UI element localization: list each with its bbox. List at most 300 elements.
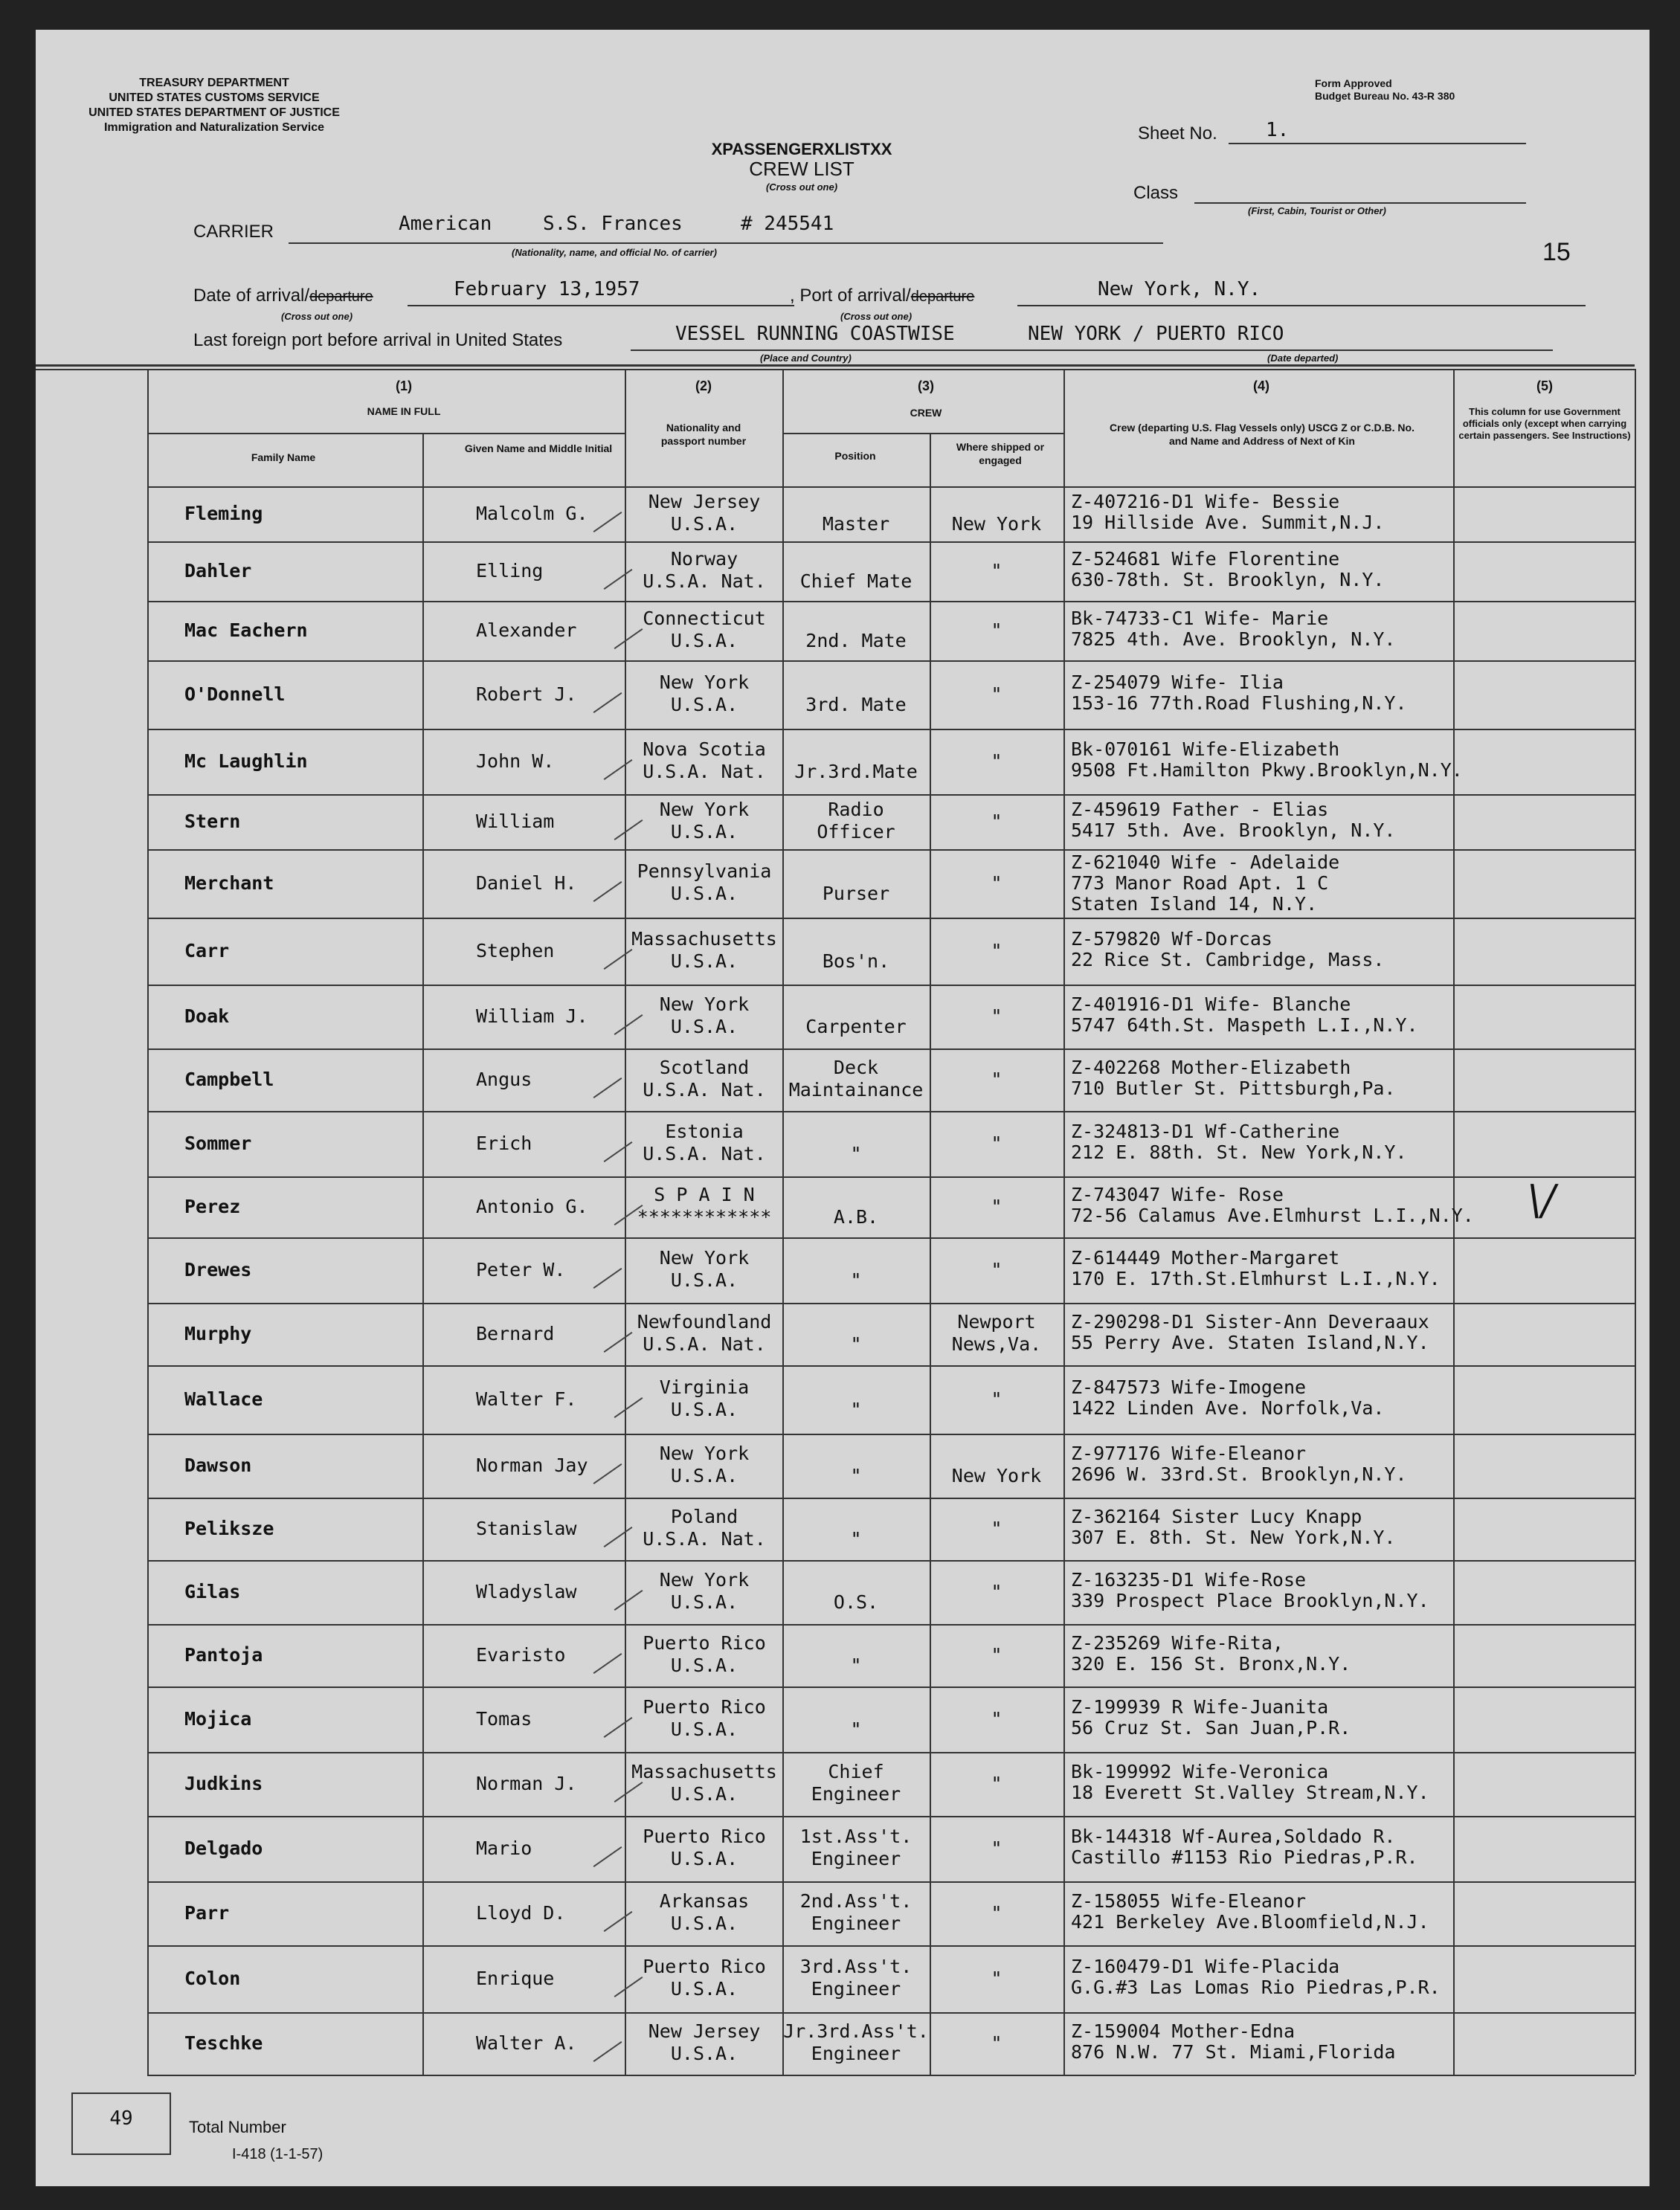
shipped: " bbox=[991, 1968, 1002, 1989]
next-of-kin-line1: Z-160479-D1 Wife-Placida bbox=[1071, 1956, 1340, 1977]
carrier-official-no: # 245541 bbox=[741, 213, 834, 235]
shipped: " bbox=[991, 1259, 1002, 1280]
next-of-kin-line2: 710 Butler St. Pittsburgh,Pa. bbox=[1071, 1077, 1396, 1099]
given-name: Walter A. bbox=[476, 2032, 577, 2054]
total-box bbox=[71, 2093, 171, 2155]
position: " bbox=[850, 1465, 862, 1486]
next-of-kin-line1: Z-362164 Sister Lucy Knapp bbox=[1071, 1506, 1362, 1527]
given-name: Bernard bbox=[476, 1323, 555, 1344]
next-of-kin-line3: Staten Island 14, N.Y. bbox=[1071, 893, 1318, 915]
nationality-line1: New York bbox=[659, 671, 750, 693]
given-name: Norman J. bbox=[476, 1773, 577, 1794]
grid-subheader-line bbox=[147, 433, 625, 434]
grid-row-line bbox=[147, 660, 1635, 662]
family-name: Campbell bbox=[184, 1069, 274, 1090]
nationality-line1: Puerto Rico bbox=[643, 1632, 766, 1654]
check-tick-icon bbox=[593, 1653, 622, 1674]
shipped: New York bbox=[951, 513, 1042, 535]
crew-list-title: CREW LIST bbox=[749, 158, 855, 180]
family-name: Mojica bbox=[184, 1708, 252, 1730]
next-of-kin-line1: Z-977176 Wife-Eleanor bbox=[1071, 1443, 1307, 1464]
port-arrival-label bbox=[790, 286, 974, 306]
position: " bbox=[850, 1333, 862, 1355]
agency-line-justice: UNITED STATES DEPARTMENT OF JUSTICE bbox=[88, 106, 340, 119]
agency-line-ins: Immigration and Naturalization Service bbox=[103, 121, 325, 134]
next-of-kin-line1: Z-199939 R Wife-Juanita bbox=[1071, 1696, 1329, 1718]
col3-title: CREW bbox=[910, 407, 942, 419]
position: " bbox=[850, 1528, 862, 1550]
date-arrival-text: Date of arrival/ bbox=[193, 286, 310, 306]
date-arrival-label bbox=[193, 286, 373, 306]
position-line2: Engineer bbox=[811, 2043, 901, 2064]
col5-title: This column for use Government officials only (except when carrying certain passengers. See Instructions) bbox=[1458, 406, 1631, 441]
position: 2nd. Mate bbox=[805, 630, 907, 651]
nationality-line2: U.S.A. bbox=[670, 1783, 738, 1805]
nationality-line2: U.S.A. bbox=[670, 1399, 738, 1420]
position-line1: Jr.3rd.Ass't. bbox=[783, 2020, 929, 2042]
carrier-name: S.S. Frances bbox=[543, 213, 683, 235]
next-of-kin-line2: 5417 5th. Ave. Brooklyn, N.Y. bbox=[1071, 819, 1396, 841]
next-of-kin-line2: 307 E. 8th. St. New York,N.Y. bbox=[1071, 1527, 1396, 1548]
last-port-underline bbox=[631, 349, 1553, 351]
nationality-line1: Arkansas bbox=[659, 1890, 750, 1912]
budget-bureau-line: Budget Bureau No. 43-R 380 bbox=[1315, 90, 1455, 102]
position: Chief Mate bbox=[799, 570, 913, 592]
shipped: " bbox=[991, 1902, 1002, 1924]
passenger-list-struck: XPASSENGERXLISTXX bbox=[711, 140, 892, 158]
col4-title: Crew (departing U.S. Flag Vessels only) USCG Z or C.D.B. No. and Name and Address of Next of Kin bbox=[1110, 422, 1415, 447]
grid-row-line bbox=[147, 1303, 1635, 1304]
agency-line-treasury: TREASURY DEPARTMENT bbox=[139, 77, 289, 89]
next-of-kin-line1: Bk-070161 Wife-Elizabeth bbox=[1071, 738, 1340, 760]
family-name: Parr bbox=[184, 1902, 230, 1924]
next-of-kin-line2: 339 Prospect Place Brooklyn,N.Y. bbox=[1071, 1590, 1429, 1611]
family-name: Wallace bbox=[184, 1388, 263, 1410]
family-name: Pantoja bbox=[184, 1644, 263, 1666]
nationality-line2: U.S.A. bbox=[670, 1016, 738, 1037]
next-of-kin-line1: Z-163235-D1 Wife-Rose bbox=[1071, 1569, 1307, 1591]
grid-row-line bbox=[147, 1816, 1635, 1817]
col4-number: (4) bbox=[1253, 378, 1269, 393]
next-of-kin-line1: Z-402268 Mother-Elizabeth bbox=[1071, 1057, 1351, 1078]
grid-row-line bbox=[147, 794, 1635, 796]
nationality-line2: U.S.A. bbox=[670, 1718, 738, 1740]
nationality-line1: Pennsylvania bbox=[637, 860, 772, 882]
date-departure-struck: departure bbox=[309, 289, 373, 305]
date-arrival-value: February 13,1957 bbox=[454, 278, 640, 300]
next-of-kin-line1: Z-579820 Wf-Dorcas bbox=[1071, 928, 1272, 950]
class-label: Class bbox=[1133, 183, 1179, 203]
nationality-line2: U.S.A. bbox=[670, 1465, 738, 1486]
form-approved-line: Form Approved bbox=[1315, 77, 1392, 89]
carrier-label: CARRIER bbox=[193, 222, 274, 242]
position: 3rd. Mate bbox=[805, 694, 907, 715]
col2-title: Nationality and passport number bbox=[660, 422, 747, 447]
position: Bos'n. bbox=[822, 950, 890, 972]
check-tick-icon bbox=[593, 881, 622, 902]
grid-row-line bbox=[147, 2075, 1635, 2076]
last-port-date-caption: (Date departed) bbox=[1267, 352, 1339, 364]
given-name: Angus bbox=[476, 1069, 532, 1090]
position-line2: Engineer bbox=[811, 1913, 901, 1934]
nationality-line1: Scotland bbox=[659, 1057, 750, 1078]
nationality-line1: Massachusetts bbox=[631, 1761, 777, 1782]
grid-row-line bbox=[147, 1687, 1635, 1688]
position-line1: 3rd.Ass't. bbox=[799, 1956, 913, 1977]
family-name: Gilas bbox=[184, 1581, 241, 1602]
next-of-kin-line1: Z-401916-D1 Wife- Blanche bbox=[1071, 993, 1351, 1015]
family-name: O'Donnell bbox=[184, 683, 286, 705]
given-name: John W. bbox=[476, 750, 555, 772]
given-name: Stanislaw bbox=[476, 1518, 577, 1539]
check-tick-icon bbox=[593, 1846, 622, 1867]
shipped: " bbox=[991, 1518, 1002, 1539]
shipped: " bbox=[991, 1708, 1002, 1730]
next-of-kin-line2: 320 E. 156 St. Bronx,N.Y. bbox=[1071, 1653, 1351, 1675]
nationality-line1: Puerto Rico bbox=[643, 1696, 766, 1718]
next-of-kin-line2: 773 Manor Road Apt. 1 C bbox=[1071, 872, 1329, 894]
next-of-kin-line2: 1422 Linden Ave. Norfolk,Va. bbox=[1071, 1397, 1385, 1419]
shipped: " bbox=[991, 1005, 1002, 1027]
next-of-kin-line1: Z-847573 Wife-Imogene bbox=[1071, 1376, 1307, 1398]
date-underline bbox=[408, 305, 794, 306]
grid-vline bbox=[422, 433, 424, 2075]
grid-row-line bbox=[147, 1048, 1635, 1050]
nationality-line1: Norway bbox=[670, 548, 738, 570]
next-of-kin-line2: 876 N.W. 77 St. Miami,Florida bbox=[1071, 2041, 1396, 2063]
next-of-kin-line2: 421 Berkeley Ave.Bloomfield,N.J. bbox=[1071, 1911, 1429, 1933]
next-of-kin-line2: 72-56 Calamus Ave.Elmhurst L.I.,N.Y. bbox=[1071, 1205, 1474, 1226]
position: A.B. bbox=[833, 1206, 879, 1228]
position-line2: Engineer bbox=[811, 1783, 901, 1805]
nationality-line2: U.S.A. bbox=[670, 821, 738, 843]
grid-row-line bbox=[147, 1365, 1635, 1367]
next-of-kin-line2: 18 Everett St.Valley Stream,N.Y. bbox=[1071, 1782, 1429, 1803]
nationality-line2: ************ bbox=[637, 1206, 772, 1228]
shipped-line1: Newport bbox=[957, 1311, 1036, 1333]
shipped: " bbox=[991, 1773, 1002, 1794]
check-tick-icon bbox=[593, 512, 622, 532]
nationality-line1: Nova Scotia bbox=[643, 738, 766, 760]
last-port-place-caption: (Place and Country) bbox=[760, 352, 852, 364]
next-of-kin-line1: Bk-144318 Wf-Aurea,Soldado R. bbox=[1071, 1826, 1396, 1847]
shipped: " bbox=[991, 1388, 1002, 1410]
shipped: " bbox=[991, 750, 1002, 772]
nationality-line2: U.S.A. bbox=[670, 1848, 738, 1869]
shipped: " bbox=[991, 1644, 1002, 1666]
shipped: " bbox=[991, 872, 1002, 894]
class-underline bbox=[1194, 202, 1526, 204]
nationality-line1: Poland bbox=[670, 1506, 738, 1527]
carrier-caption: (Nationality, name, and official No. of carrier) bbox=[512, 247, 717, 258]
crew-list-form bbox=[36, 30, 1650, 2186]
nationality-line1: Virginia bbox=[659, 1376, 750, 1398]
family-name: Fleming bbox=[184, 503, 263, 524]
table-top-rule-1 bbox=[36, 364, 1635, 367]
grid-vline bbox=[930, 433, 931, 2075]
nationality-line2: U.S.A. bbox=[670, 1655, 738, 1676]
family-name: Carr bbox=[184, 940, 230, 961]
shipped: " bbox=[991, 1581, 1002, 1602]
nationality-line2: U.S.A. Nat. bbox=[643, 1333, 766, 1355]
given-name: Daniel H. bbox=[476, 872, 577, 894]
col2-number: (2) bbox=[695, 378, 712, 393]
nationality-line2: U.S.A. bbox=[670, 2043, 738, 2064]
nationality-line2: U.S.A. bbox=[670, 1978, 738, 2000]
next-of-kin-line1: Z-407216-D1 Wife- Bessie bbox=[1071, 491, 1340, 512]
col3-number: (3) bbox=[918, 378, 934, 393]
nationality-line2: U.S.A. bbox=[670, 630, 738, 651]
next-of-kin-line2: 7825 4th. Ave. Brooklyn, N.Y. bbox=[1071, 628, 1396, 650]
nationality-line1: New Jersey bbox=[648, 491, 761, 512]
sheet-no-value: 1. bbox=[1266, 119, 1290, 141]
next-of-kin-line1: Z-324813-D1 Wf-Catherine bbox=[1071, 1121, 1340, 1142]
port-underline bbox=[1017, 305, 1586, 306]
position-line1: Deck bbox=[833, 1057, 879, 1078]
given-name: Norman Jay bbox=[476, 1454, 588, 1476]
given-name: Alexander bbox=[476, 619, 577, 641]
nationality-line2: U.S.A. Nat. bbox=[643, 1079, 766, 1101]
nationality-line2: U.S.A. Nat. bbox=[643, 570, 766, 592]
carrier-underline bbox=[289, 242, 1163, 244]
next-of-kin-line2: 170 E. 17th.St.Elmhurst L.I.,N.Y. bbox=[1071, 1268, 1441, 1289]
family-name: Stern bbox=[184, 811, 241, 832]
next-of-kin-line2: 19 Hillside Ave. Summit,N.J. bbox=[1071, 512, 1385, 533]
next-of-kin-line1: Z-614449 Mother-Margaret bbox=[1071, 1247, 1340, 1269]
next-of-kin-line1: Bk-199992 Wife-Veronica bbox=[1071, 1761, 1329, 1782]
grid-row-line bbox=[147, 1237, 1635, 1239]
nationality-line1: Puerto Rico bbox=[643, 1956, 766, 1977]
grid-header-bottom bbox=[147, 486, 1635, 488]
next-of-kin-line2: Castillo #1153 Rio Piedras,P.R. bbox=[1071, 1846, 1418, 1868]
next-of-kin-line1: Z-290298-D1 Sister-Ann Deveraaux bbox=[1071, 1311, 1429, 1333]
grid-row-line bbox=[147, 729, 1635, 730]
next-of-kin-line1: Z-254079 Wife- Ilia bbox=[1071, 671, 1284, 693]
title-cross-note: (Cross out one) bbox=[765, 181, 838, 193]
grid-row-line bbox=[147, 1434, 1635, 1435]
next-of-kin-line2: 9508 Ft.Hamilton Pkwy.Brooklyn,N.Y. bbox=[1071, 759, 1463, 781]
given-name: William J. bbox=[476, 1005, 588, 1027]
last-port-label: Last foreign port before arrival in United States bbox=[193, 330, 563, 350]
grid-vline bbox=[1063, 369, 1065, 2075]
nationality-line2: U.S.A. Nat. bbox=[643, 761, 766, 782]
port-departure-struck: departure bbox=[910, 289, 975, 305]
position-line2: Engineer bbox=[811, 1848, 901, 1869]
check-tick-icon bbox=[593, 1463, 622, 1484]
next-of-kin-line2: 55 Perry Ave. Staten Island,N.Y. bbox=[1071, 1332, 1429, 1353]
nationality-line1: New York bbox=[659, 993, 750, 1015]
col1-number: (1) bbox=[396, 378, 412, 393]
page-number: 15 bbox=[1542, 238, 1571, 266]
given-name: Malcolm G. bbox=[476, 503, 588, 524]
family-name: Murphy bbox=[184, 1323, 252, 1344]
nationality-line1: New York bbox=[659, 1247, 750, 1269]
position: Master bbox=[822, 513, 890, 535]
given-name: Mario bbox=[476, 1837, 532, 1859]
port-arrival-text: , Port of arrival/ bbox=[790, 286, 911, 306]
grid-vline bbox=[1635, 369, 1636, 2075]
family-name: Merchant bbox=[184, 872, 274, 894]
grid-subheader-line bbox=[782, 433, 1063, 434]
last-port-route: NEW YORK / PUERTO RICO bbox=[1028, 323, 1284, 345]
grid-row-line bbox=[147, 985, 1635, 986]
shipped: " bbox=[991, 811, 1002, 832]
position-line1: Chief bbox=[828, 1761, 884, 1782]
family-name-header: Family Name bbox=[251, 451, 316, 463]
given-name: Elling bbox=[476, 560, 544, 582]
position: " bbox=[850, 1655, 862, 1676]
position-header: Position bbox=[834, 450, 876, 462]
family-name: Mc Laughlin bbox=[184, 750, 308, 772]
shipped: " bbox=[991, 940, 1002, 961]
family-name: Judkins bbox=[184, 1773, 263, 1794]
shipped: " bbox=[991, 560, 1002, 582]
grid-row-line bbox=[147, 1498, 1635, 1499]
next-of-kin-line2: 153-16 77th.Road Flushing,N.Y. bbox=[1071, 692, 1407, 714]
given-name: Enrique bbox=[476, 1968, 555, 1989]
sheet-no-label: Sheet No. bbox=[1138, 123, 1217, 144]
shipped: " bbox=[991, 619, 1002, 641]
shipped: " bbox=[991, 1133, 1002, 1154]
next-of-kin-line2: 56 Cruz St. San Juan,P.R. bbox=[1071, 1717, 1351, 1739]
given-name: Walter F. bbox=[476, 1388, 577, 1410]
given-name: Stephen bbox=[476, 940, 555, 961]
next-of-kin-line2: 2696 W. 33rd.St. Brooklyn,N.Y. bbox=[1071, 1463, 1407, 1485]
nationality-line2: U.S.A. bbox=[670, 1591, 738, 1613]
given-name: Tomas bbox=[476, 1708, 532, 1730]
shipped: " bbox=[991, 1196, 1002, 1217]
position: Purser bbox=[822, 883, 890, 904]
grid-row-line bbox=[147, 1624, 1635, 1626]
position-line2: Engineer bbox=[811, 1978, 901, 2000]
given-name: Peter W. bbox=[476, 1259, 566, 1280]
given-name-header: Given Name and Middle Initial bbox=[464, 442, 613, 454]
next-of-kin-line2: G.G.#3 Las Lomas Rio Piedras,P.R. bbox=[1071, 1977, 1441, 1998]
position: " bbox=[850, 1718, 862, 1740]
family-name: Sommer bbox=[184, 1133, 252, 1154]
total-number-label: Total Number bbox=[189, 2118, 286, 2136]
total-number-value: 49 bbox=[109, 2107, 133, 2130]
port-arrival-value: New York, N.Y. bbox=[1098, 278, 1261, 300]
agency-header bbox=[36, 76, 393, 135]
grid-row-line bbox=[147, 2012, 1635, 2014]
position-line2: Maintainance bbox=[788, 1079, 924, 1101]
family-name: Mac Eachern bbox=[184, 619, 308, 641]
next-of-kin-line1: Z-621040 Wife - Adelaide bbox=[1071, 851, 1340, 873]
grid-row-line bbox=[147, 1111, 1635, 1112]
date-cross-note: (Cross out one) bbox=[281, 311, 353, 322]
grid-row-line bbox=[147, 1752, 1635, 1753]
given-name: Wladyslaw bbox=[476, 1581, 577, 1602]
position: " bbox=[850, 1399, 862, 1420]
position-line1: Radio bbox=[828, 799, 884, 820]
grid-row-line bbox=[147, 601, 1635, 602]
next-of-kin-line2: 22 Rice St. Cambridge, Mass. bbox=[1071, 949, 1385, 970]
family-name: Teschke bbox=[184, 2032, 263, 2054]
nationality-line2: U.S.A. Nat. bbox=[643, 1528, 766, 1550]
shipped-line2: News,Va. bbox=[951, 1333, 1042, 1355]
family-name: Drewes bbox=[184, 1259, 252, 1280]
grid-row-line bbox=[147, 1560, 1635, 1562]
shipped: New York bbox=[951, 1465, 1042, 1486]
given-name: Evaristo bbox=[476, 1644, 566, 1666]
next-of-kin-line1: Z-524681 Wife Florentine bbox=[1071, 548, 1340, 570]
next-of-kin-line1: Z-159004 Mother-Edna bbox=[1071, 2020, 1296, 2042]
next-of-kin-line1: Z-459619 Father - Elias bbox=[1071, 799, 1329, 820]
nationality-line2: U.S.A. bbox=[670, 694, 738, 715]
grid-row-line bbox=[147, 541, 1635, 543]
nationality-line1: Connecticut bbox=[643, 608, 766, 629]
position: Carpenter bbox=[805, 1016, 907, 1037]
nationality-line1: Massachusetts bbox=[631, 928, 777, 950]
family-name: Dawson bbox=[184, 1454, 252, 1476]
nationality-line2: U.S.A. bbox=[670, 950, 738, 972]
family-name: Perez bbox=[184, 1196, 241, 1217]
next-of-kin-line2: 630-78th. St. Brooklyn, N.Y. bbox=[1071, 569, 1385, 590]
grid-row-line bbox=[147, 1945, 1635, 1947]
position-line2: Officer bbox=[817, 821, 895, 843]
grid-row-line bbox=[147, 1881, 1635, 1883]
nationality-line2: U.S.A. bbox=[670, 513, 738, 535]
sheet-no-underline bbox=[1229, 143, 1526, 144]
position: " bbox=[850, 1143, 862, 1164]
next-of-kin-line2: 5747 64th.St. Maspeth L.I.,N.Y. bbox=[1071, 1014, 1418, 1036]
check-tick-icon bbox=[593, 1268, 622, 1289]
nationality-line1: Puerto Rico bbox=[643, 1826, 766, 1847]
position: Jr.3rd.Mate bbox=[794, 761, 918, 782]
check-tick-icon bbox=[593, 692, 622, 713]
where-shipped-header: Where shipped or engaged bbox=[956, 441, 1045, 466]
nationality-line1: S P A I N bbox=[654, 1184, 755, 1205]
nationality-line2: U.S.A. bbox=[670, 883, 738, 904]
official-check-mark: \/ bbox=[1523, 1176, 1560, 1225]
nationality-line1: New York bbox=[659, 799, 750, 820]
form-approved bbox=[1315, 77, 1455, 103]
form-id: I-418 (1-1-57) bbox=[232, 2146, 324, 2162]
port-cross-note: (Cross out one) bbox=[840, 311, 913, 322]
given-name: Robert J. bbox=[476, 683, 577, 705]
grid-row-line bbox=[147, 918, 1635, 919]
position-line1: 1st.Ass't. bbox=[799, 1826, 913, 1847]
family-name: Delgado bbox=[184, 1837, 263, 1859]
nationality-line1: Newfoundland bbox=[637, 1311, 772, 1333]
given-name: Erich bbox=[476, 1133, 532, 1154]
position: " bbox=[850, 1269, 862, 1291]
nationality-line2: U.S.A. bbox=[670, 1913, 738, 1934]
shipped: " bbox=[991, 1837, 1002, 1859]
next-of-kin-line1: Bk-74733-C1 Wife- Marie bbox=[1071, 608, 1329, 629]
nationality-line1: New York bbox=[659, 1443, 750, 1464]
table-top-rule-2 bbox=[36, 369, 1635, 370]
next-of-kin-line1: Z-743047 Wife- Rose bbox=[1071, 1184, 1284, 1205]
col5-number: (5) bbox=[1536, 378, 1553, 393]
given-name: Antonio G. bbox=[476, 1196, 588, 1217]
next-of-kin-line2: 212 E. 88th. St. New York,N.Y. bbox=[1071, 1141, 1407, 1163]
agency-line-customs: UNITED STATES CUSTOMS SERVICE bbox=[109, 91, 320, 104]
shipped: " bbox=[991, 683, 1002, 705]
check-tick-icon bbox=[593, 1077, 622, 1098]
col1-title: NAME IN FULL bbox=[367, 405, 441, 417]
next-of-kin-line1: Z-235269 Wife-Rita, bbox=[1071, 1632, 1284, 1654]
nationality-line1: New York bbox=[659, 1569, 750, 1591]
carrier-nationality: American bbox=[399, 213, 492, 235]
shipped: " bbox=[991, 2032, 1002, 2054]
grid-row-line bbox=[147, 849, 1635, 851]
nationality-line2: U.S.A. bbox=[670, 1269, 738, 1291]
grid-vline bbox=[147, 369, 149, 2075]
position: O.S. bbox=[833, 1591, 879, 1613]
given-name: William bbox=[476, 811, 555, 832]
